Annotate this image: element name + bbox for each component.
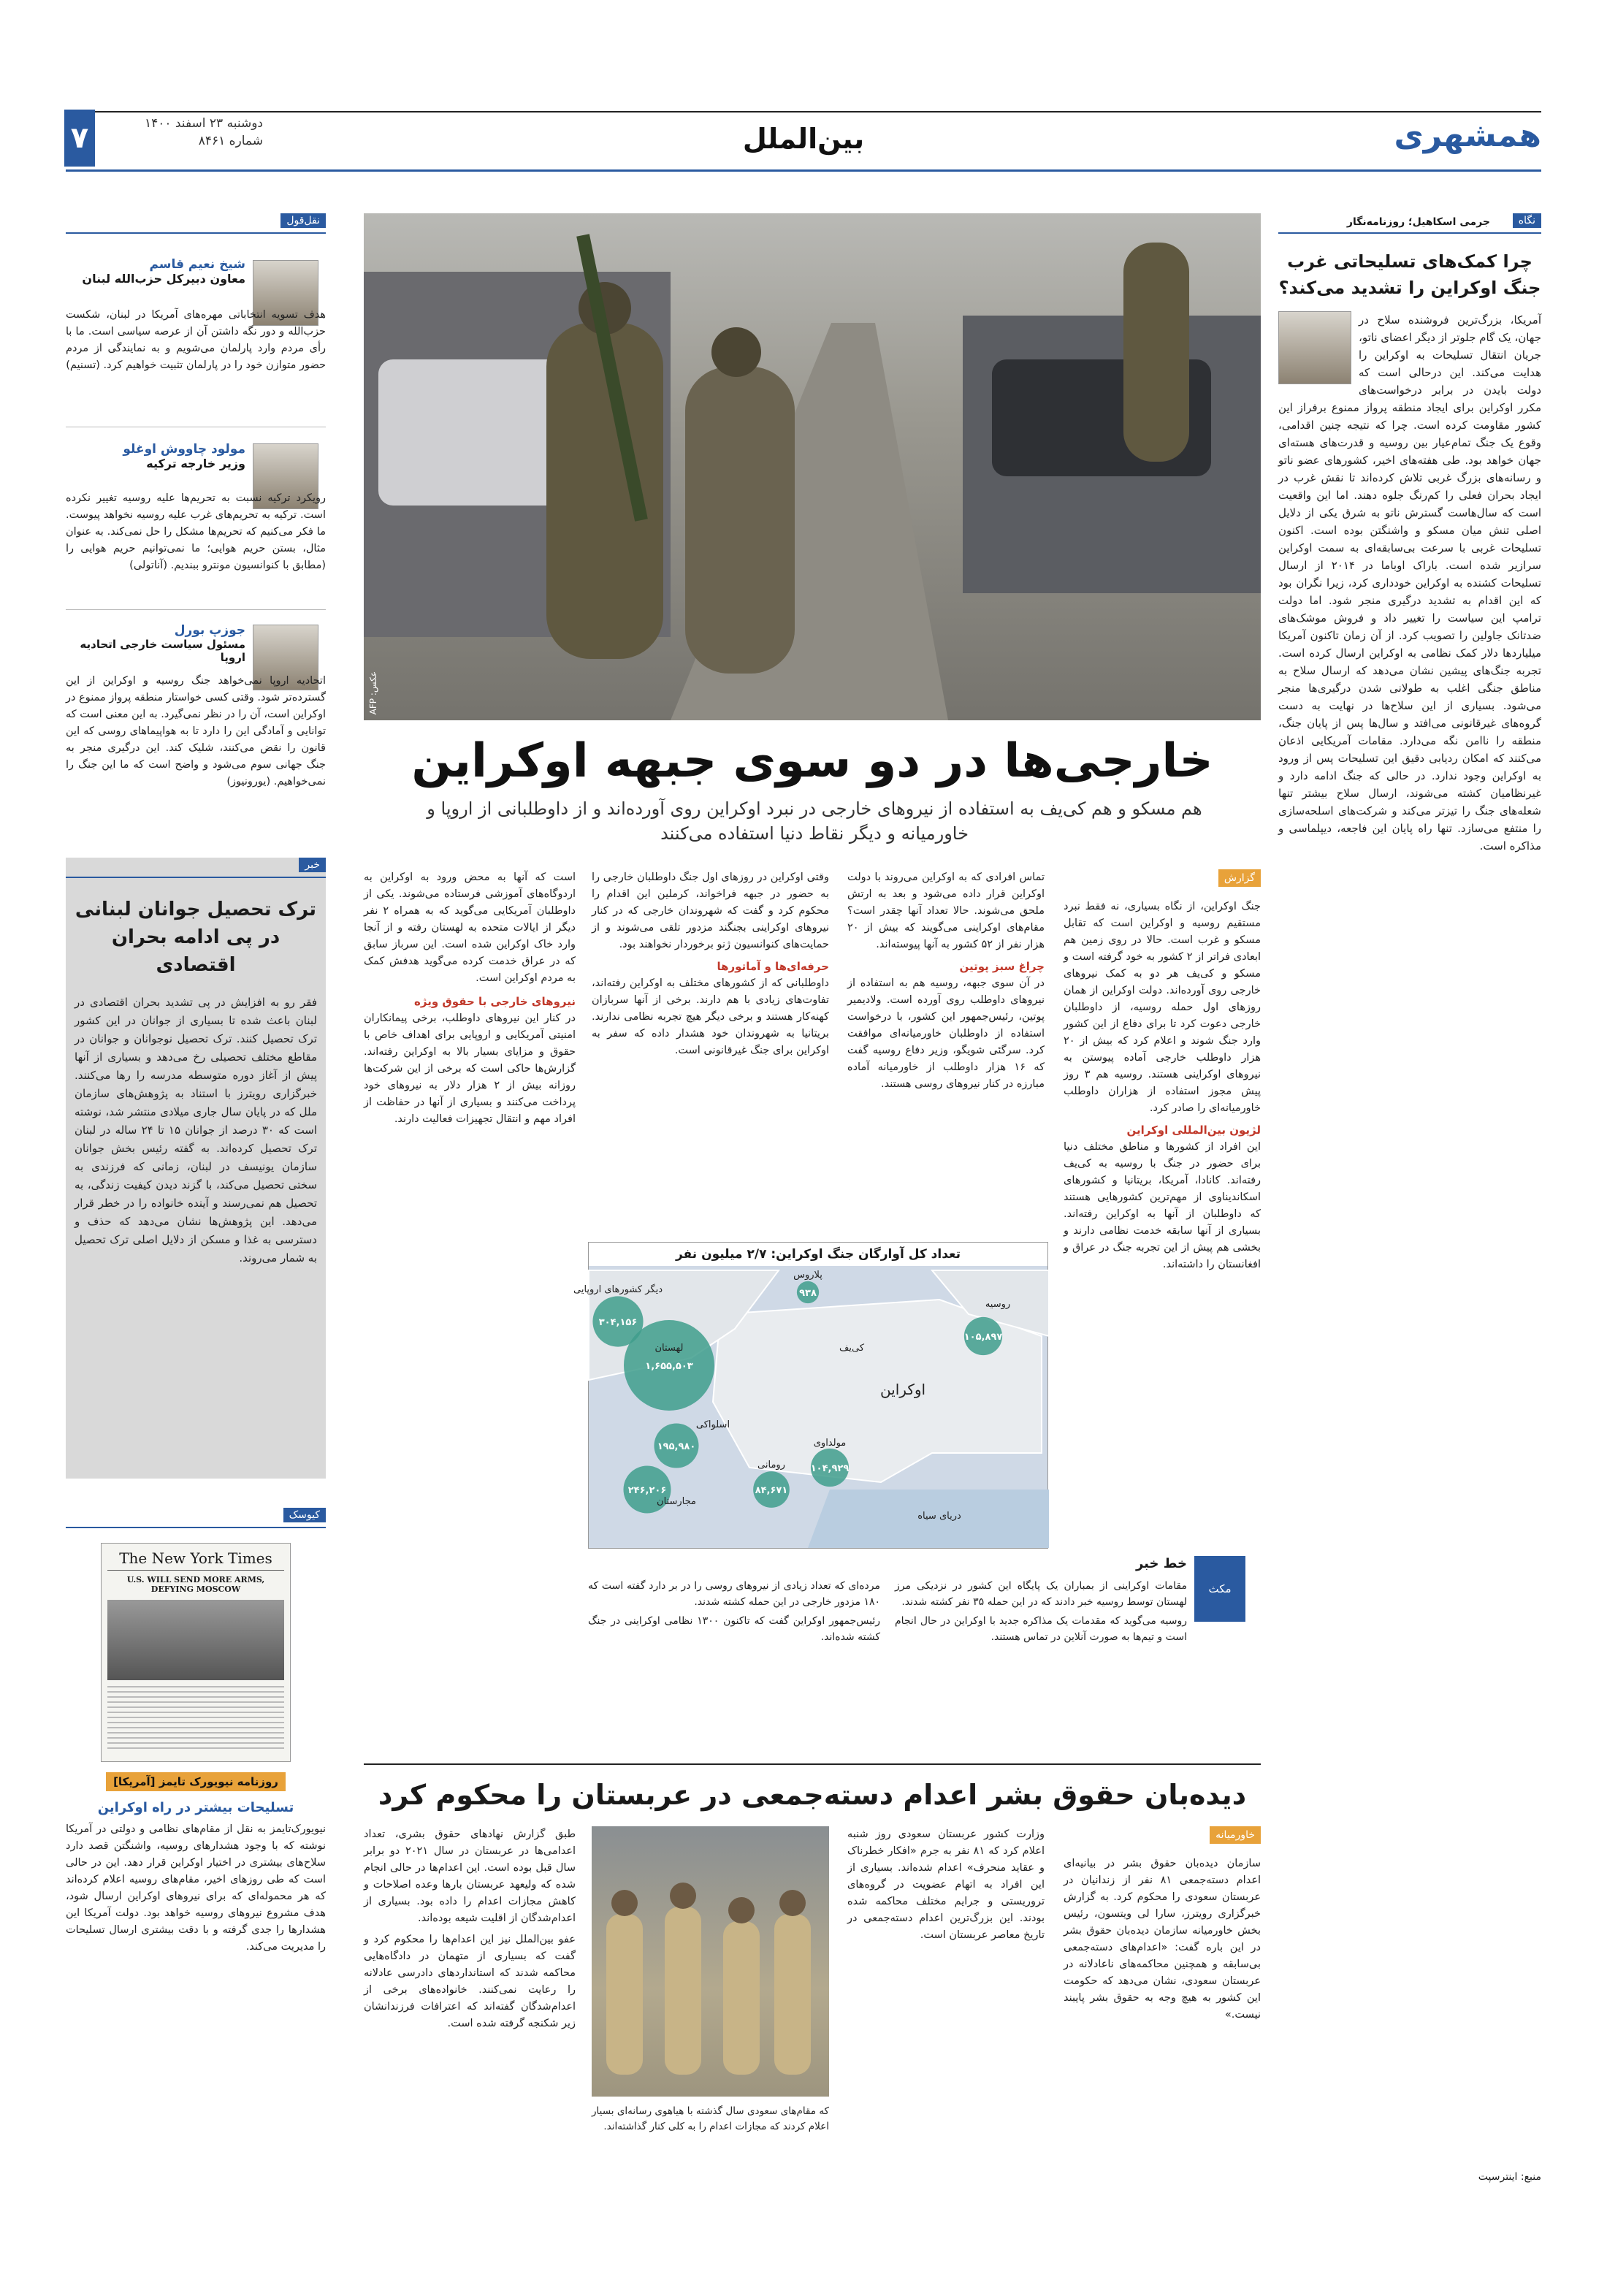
quote-section-label: نقل‌قول bbox=[280, 213, 326, 228]
news-body: فقر رو به افزایش در پی تشدید بحران اقتصادی در لبنان باعث شده تا بسیاری از جوانان در این کشور ترک تحصیل کنند. ترک تحصیل نوجوانان و جوانان در مقاطع مختلف تحصیلی رخ می‌دهد و بسیاری از آنها پیش از آغاز دوره متوسطه مدرسه را رها می‌کنند. خبرگزاری رویترز با استناد به پژوهش‌های سازمان ملل که در پایان سال جاری میلادی منتشر شد، نوشته است که ۳۰ درصد از جوانان ۱۵ تا ۲۴ ساله در لبنان ترک تحصیل کرده‌اند. به گفته رئیس بخش جوانان سازمان یونیسف در لبنان، زمانی که فرزندی به سختی تحصیل می‌کند، با گزند دیدن کیفیت زندگی، به تحصیل هم نمی‌رسند و آینده خانواده را در خطر قرار می‌دهد. این پژوهش‌ها نشان می‌دهد که حذف و دسترسی به غذا و مسکن از دلایل اصلی ترک تحصیل به شمار می‌روند. bbox=[75, 996, 318, 1265]
opinion-tag: نگاه bbox=[1513, 213, 1541, 228]
section-underline bbox=[66, 169, 1541, 172]
map-label: مولداوی bbox=[813, 1438, 847, 1449]
brief-box bbox=[588, 1556, 1245, 1804]
subheading: چراغ سبز پوتین bbox=[959, 960, 1045, 973]
article-col-3 bbox=[592, 869, 829, 1235]
right-column bbox=[1278, 213, 1541, 2183]
page-number: ۷ bbox=[70, 121, 89, 155]
saudi-police-illustration bbox=[592, 1826, 829, 2097]
bubble-value: ۳۰۴,۱۵۶ bbox=[598, 1317, 638, 1328]
bottom-headline: دیده‌بان حقوق بشر اعدام دسته‌جمعی در عربستان را محکوم کرد bbox=[378, 1779, 1247, 1811]
quote-text: رویکرد ترکیه نسبت به تحریم‌ها علیه روسیه تغییر نکرده است. ترکیه به تحریم‌های غرب علیه روسیه نخواهد پیوست. ما فکر می‌کنیم که تحریم‌ها مشکل را حل نمی‌کند. به عنوان مثال، بستن حریم هوایی؛ ما نمی‌توانیم حریم هوایی را (مطابق با کنوانسیون مونترو ببندیم. (آناتولی) bbox=[66, 492, 326, 571]
bottom-col-4 bbox=[364, 1826, 576, 2032]
map-label: لهستان bbox=[654, 1343, 684, 1354]
kiosk-body: نیویورک‌تایمز به نقل از مقام‌های نظامی و دولتی در آمریکا نوشته که با وجود هشدارهای روسیه، واشنگتن قصد دارد سلاح‌های بیشتری در اختیار اوکراین قرار دهد. این در حالی است که طی روزهای اخیر، مقام‌های روسیه اعلام کرده‌اند که هر محموله‌ای که برای نیروهای اوکراین ارسال شود، هدف مشروع نیروهای روسیه خواهد بود. دولت آمریکا این هشدارها را جدی گرفته و با دقت بیشتری ارسال تسلیحات را مدیریت می‌کند. bbox=[66, 1823, 326, 1953]
subheading: لژیون بین‌المللی اوکراین bbox=[1126, 1124, 1261, 1137]
kiosk-photo bbox=[107, 1600, 284, 1680]
kiosk-masthead: The New York Times bbox=[107, 1549, 284, 1571]
bubble-value: ۸۴,۶۷۱ bbox=[755, 1485, 788, 1496]
article-text: در کنار این نیروهای داوطلب، برخی پیمانکاران امنیتی آمریکایی و اروپایی برای اهداف خاص با حقوق و مزایای بسیار بالا به اوکراین رفته‌اند. گزارش‌ها حاکی است که برخی از این شرکت‌ها روزانه بیش از ۲ هزار دلار به نیروهای خود پرداخت می‌کنند و بسیاری از آنها در حفاظت از افراد مهم و انتقال تجهیزات فعالیت دارند. bbox=[364, 1012, 576, 1125]
news-box bbox=[66, 858, 326, 1479]
news-title: ترک تحصیل جوانان لبنانی در پی ادامه بحران اقتصادی bbox=[75, 899, 317, 976]
subheading: حرفه‌ای‌ها و آماتورها bbox=[717, 960, 829, 973]
saudi-photo bbox=[592, 1826, 829, 2097]
opinion-header bbox=[1278, 213, 1541, 234]
article-col-1 bbox=[1064, 869, 1261, 1273]
article-text: داوطلبانی که از کشورهای مختلف به اوکراین رفته‌اند، تفاوت‌های زیادی با هم دارند. برخی از آنها سربازان کهنه‌کار هستند و برخی دیگر هیچ تجربه نظامی ندارند. بریتانیا به شهروندان خود هشدار داده که سفر به اوکراین برای جنگ غیرقانونی است. bbox=[592, 977, 829, 1056]
brief-item: روسیه می‌گوید که مقدمات یک مذاکره جدید با اوکراین در حال انجام است و تیم‌ها به صورت آنلاین در تماس هستند. bbox=[895, 1615, 1187, 1643]
main-photo bbox=[364, 213, 1261, 720]
soldiers-illustration bbox=[364, 213, 1261, 720]
map-label: روسیه bbox=[985, 1299, 1011, 1310]
brief-title: خط خبر bbox=[1135, 1556, 1187, 1571]
kiosk-headline: U.S. WILL SEND MORE ARMS, DEFYING MOSCOW bbox=[126, 1575, 265, 1594]
page-header bbox=[0, 0, 1607, 155]
brief-list bbox=[588, 1578, 1187, 1645]
kiosk-text-lines bbox=[107, 1686, 284, 1752]
article-text: سازمان دیده‌بان حقوق بشر در بیانیه‌ای اعدام دسته‌جمعی ۸۱ نفر از زندانیان در عربستان سعودی را محکوم کرد. به گزارش خبرگزاری رویترز، سارا لی ویتسون، رئیس بخش خاورمیانه سازمان دیده‌بان حقوق بشر در این باره گفت: «اعدام‌های دسته‌جمعی بی‌سابقه و همچنین محاکمه‌های ناعادلانه در عربستان سعودی، نشان می‌دهد که حکومت این کشور به هیچ وجه به حقوق بشر پایبند نیست.» bbox=[1064, 1858, 1261, 2021]
left-column bbox=[66, 213, 326, 1956]
article-text: است که آنها به محض ورود به اوکراین به اردوگاه‌های آموزشی فرستاده می‌شوند. یکی از داوطلبان آمریکایی می‌گوید که به همراه ۲ نفر دیگر از ایالات متحده به لهستان رفته و از آنجا وارد خاک اوکراین شده است. این سرباز سابق که در عراق خدمت کرده می‌گوید هدفش کمک به مردم اوکراین است. bbox=[364, 872, 576, 984]
map-label: کی‌یف bbox=[839, 1343, 865, 1354]
article-text: وقتی اوکراین در روزهای اول جنگ داوطلبان خارجی را به حضور در جبهه فراخواند، کرملین این اقدام را محکوم کرد و گفت که شهروندان خارجی که در کنار نیروهای اوکراینی بجنگند مزدور تلقی می‌شوند و از حمایت‌های کنوانسیون ژنو برخوردار نخواهند بود. bbox=[592, 872, 829, 950]
kiosk-frontpage bbox=[101, 1543, 291, 1762]
kiosk-tag: کیوسک bbox=[283, 1508, 326, 1522]
page-number-box bbox=[64, 110, 95, 167]
quote-name: شیخ نعیم قاسم bbox=[149, 257, 245, 272]
photo-caption: که مقام‌های سعودی سال گذشته با هیاهوی رسانه‌ای بسیار اعلام کردند که مجازات اعدام را به کلی کنار گذاشته‌اند. bbox=[592, 2105, 829, 2132]
map-label: پلاروس bbox=[793, 1270, 822, 1281]
opinion-author: جرمی اسکاهیل؛ روزنامه‌نگار bbox=[1346, 216, 1490, 228]
opinion-source: منبع: اینترسپت bbox=[1478, 2171, 1541, 2183]
map-label: اسلواکی bbox=[695, 1419, 730, 1430]
bubble-value: ۲۴۶,۲۰۶ bbox=[627, 1485, 667, 1496]
mideast-tag: خاورمیانه bbox=[1210, 1826, 1261, 1844]
subheading: نیروهای خارجی با حقوق ویژه bbox=[414, 995, 576, 1008]
main-headline: خارجی‌ها در دو سوی جبهه اوکراین bbox=[411, 734, 1213, 788]
bottom-col-2 bbox=[847, 1826, 1045, 1944]
author-avatar bbox=[1278, 311, 1351, 384]
photo-credit: عکس: AFP bbox=[368, 671, 378, 714]
report-tag: گزارش bbox=[1218, 869, 1261, 887]
section-title: بین‌الملل bbox=[742, 123, 865, 155]
quote-block bbox=[66, 609, 326, 836]
map-label: اوکراین bbox=[879, 1381, 926, 1398]
article-text: تماس افرادی که به اوکراین می‌روند با دولت اوکراین قرار داده می‌شود و بعد به ارتش ملحق می‌شوند. حالا تعداد آنها چقدر است؟ مقام‌های اوکراینی می‌گویند که بیش از ۲۰ هزار نفر از ۵۲ کشور به آنها پیوسته‌اند. bbox=[847, 872, 1045, 950]
map-svg bbox=[573, 1270, 1049, 1548]
article-text: در آن سوی جبهه، روسیه هم به استفاده از نیروهای داوطلب روی آورده است. ولادیمیر پوتین، رئیس‌جمهور این کشور، با درخواست استفاده از داوطلبان خاورمیانه‌ای موافقت کرد. سرگئی شویگو، وزیر دفاع روسیه گفت که ۱۶ هزار داوطلب از خاورمیانه آماده مبارزه در کنار نیروهای روسی هستند. bbox=[847, 977, 1045, 1090]
refugee-map bbox=[573, 1242, 1048, 1549]
bubble-value: ۱۰۵,۸۹۷ bbox=[963, 1332, 1003, 1343]
issue-date: دوشنبه ۲۳ اسفند ۱۴۰۰ bbox=[144, 116, 263, 131]
header-rule bbox=[66, 111, 1541, 112]
quote-text: هدف تسویه انتخاباتی مهره‌های آمریکا در لبنان، شکست حزب‌الله و دور نگه داشتن آن از عرصه سیاسی است. ما با رأی مردم وارد پارلمان می‌شویم و به نمایندگی از مردم حضور متوازن خود را در پارلمان تثبیت خواهیم کرد. (تسنیم) bbox=[66, 309, 326, 371]
quote-role: مسئول سیاست خارجی اتحادیه اروپا bbox=[80, 638, 245, 664]
kiosk-title: تسلیحات بیشتر در راه اوکراین bbox=[97, 1800, 294, 1815]
bubble-value: ۱۹۵,۹۸۰ bbox=[657, 1441, 696, 1452]
kiosk-header bbox=[66, 1508, 326, 1528]
bottom-divider bbox=[364, 1763, 1261, 1765]
mideast-tag-row bbox=[1064, 1826, 1261, 1856]
quote-role: وزیر خارجه ترکیه bbox=[146, 457, 245, 470]
article-text: عفو بین‌الملل نیز این اعدام‌ها را محکوم کرد و گفت که بسیاری از متهمان در دادگاه‌هایی محاکمه شدند که استانداردهای دادرسی عادلانه را رعایت نمی‌کنند. خانواده‌های برخی از اعدام‌شدگان گفته‌اند که اعترافات فرزندانشان زیر شکنجه گرفته شده است. bbox=[364, 1934, 576, 2029]
report-tag-row bbox=[1064, 869, 1261, 899]
article-text: وزارت کشور عربستان سعودی روز شنبه اعلام کرد که ۸۱ نفر به جرم «افکار خطرناک و عقاید منحرف» اعدام شده‌اند. بسیاری از این افراد به اتهام عضویت در گروه‌های تروریستی و جرایم مختلف محاکمه شده بودند. این بزرگ‌ترین اعدام دسته‌جمعی در تاریخ معاصر عربستان است. bbox=[847, 1828, 1045, 1941]
brief-item: مقامات اوکراینی از بمباران یک پایگاه این کشور در نزدیکی مرز لهستان توسط روسیه خبر دادند که در این حمله ۳۵ نفر کشته شدند. bbox=[895, 1580, 1187, 1608]
news-tag-bar bbox=[66, 858, 326, 878]
map-label: مجارستان bbox=[657, 1496, 696, 1507]
bubble-value: ۱,۶۵۵,۵۰۳ bbox=[645, 1361, 693, 1372]
quote-block bbox=[66, 427, 326, 609]
opinion-title: چرا کمک‌های تسلیحاتی غرب جنگ اوکراین را تشدید می‌کند؟ bbox=[1278, 251, 1541, 298]
quote-name: مولود چاووش اوغلو bbox=[123, 442, 245, 457]
map-label: دیگر کشورهای اروپایی bbox=[573, 1284, 663, 1295]
article-text: این افراد از کشورها و مناطق مختلف دنیا برای حضور در جنگ با روسیه به کی‌یف رفته‌اند. کانادا، آمریکا، بریتانیا و کشورهای اسکاندیناوی از مهم‌ترین کشورهایی هستند که داوطلبان از آنها به اوکراین رفته‌اند. بسیاری از آنها سابقه خدمت نظامی دارند و بخشی هم پیش از این تجربه جنگ در عراق و افغانستان را داشته‌اند. bbox=[1064, 1141, 1261, 1270]
kiosk-source bbox=[66, 1772, 326, 1791]
article-col-2 bbox=[847, 869, 1045, 1235]
quote-section-header bbox=[66, 213, 326, 234]
quote-name: جوزپ بورل bbox=[174, 623, 245, 638]
quote-text: اتحادیه اروپا نمی‌خواهد جنگ روسیه و اوکراین از این گسترده‌تر شود. وقتی کسی خواستار منطقه پرواز ممنوع در اوکراین است، آن را در نظر نمی‌گیرد. به این معنی است که توانایی و آمادگی این را دارد تا به هواپیماهای روسی که این قانون را نقض می‌کنند، شلیک کند. این درگیری منجر به جنگ جهانی سوم می‌شود و واضح است که ما این جنگ را نمی‌خواهیم. (یورونیوز) bbox=[65, 675, 326, 787]
brief-tag2: مکث bbox=[1208, 1582, 1232, 1595]
issue-info bbox=[102, 115, 263, 150]
bubble-value: ۱۰۴,۹۲۹ bbox=[810, 1463, 850, 1474]
quote-role: معاون دبیرکل حزب‌الله لبنان bbox=[82, 272, 245, 286]
brief-item: رئیس‌جمهور اوکراین گفت که تاکنون ۱۳۰۰ نظامی اوکراینی در جنگ کشته شده‌اند. bbox=[588, 1615, 880, 1643]
map-label: رومانی bbox=[757, 1460, 785, 1471]
issue-number: شماره ۸۴۶۱ bbox=[198, 134, 263, 148]
bubble-value: ۹۳۸ bbox=[799, 1288, 817, 1299]
article-text: طبق گزارش نهادهای حقوق بشری، تعداد اعدامی‌ها در عربستان در سال ۲۰۲۱ دو برابر سال قبل بوده است. این اعدام‌ها در حالی انجام شده که ولیعهد عربستان بارها وعده اصلاحات و کاهش مجازات اعدام را داده بود. بسیاری از اعدام‌شدگان از اقلیت شیعه بوده‌اند. bbox=[364, 1828, 576, 1924]
quote-block bbox=[66, 244, 326, 427]
newspaper-logo: همشهری bbox=[1394, 117, 1541, 154]
map-label: دریای سیاه bbox=[917, 1511, 961, 1522]
article-col-4 bbox=[364, 869, 576, 1761]
brief-tag-column bbox=[1194, 1556, 1245, 1622]
map-title: تعداد کل آوارگان جنگ اوکراین: ۲/۷ میلیون نفر bbox=[589, 1243, 1047, 1266]
brief-item: مرده‌ای که تعداد زیادی از نیروهای روسی را در بر دارد گفته است که ۱۸۰ مزدور خارجی در این حمله کشته شدند. bbox=[588, 1580, 880, 1608]
news-tag: خبر bbox=[299, 858, 326, 872]
bottom-col-1 bbox=[1064, 1826, 1261, 2024]
opinion-body: آمریکا، بزرگ‌ترین فروشنده سلاح در جهان، یک گام جلوتر از دیگر اعضای ناتو، جریان انتقال تسلیحات به اوکراین را هدایت می‌کند. این درحالی است که دولت بایدن در برابر درخواست‌های مکرر اوکراین برای ایجاد منطقه پرواز ممنوع برفراز این کشور مقاومت کرده است. چرا که نتیجه چنین اقدامی، وقوع یک جنگ تمام‌عیار بین روسیه و قدرت‌های هسته‌ای جهان خواهد بود. طی هفته‌های اخیر، کشورهای عضو ناتو و رسانه‌های بزرگ غربی تلاش کرده‌اند تا نقش غرب در ایجاد بحران فعلی را کم‌رنگ جلوه دهند. اما این واقعیت است که سال‌هاست گسترش ناتو به شرق یکی از دلایل اصلی تنش میان مسکو و واشنگتن بوده است. اکنون تسلیحات غربی با سرعت بی‌سابقه‌ای به سمت اوکراین سرازیر شده است. باراک اوباما در ۲۰۱۴ از ارسال تسلیحات کشنده به اوکراین خودداری کرد، زیرا نگران بود که این اقدام به تشدید درگیری منجر شود. اما دولت ترامپ این سیاست را تغییر داد و فروش موشک‌های ضدتانک جاولین را تصویب کرد. از آن زمان تاکنون آمریکا میلیاردها دلار کمک نظامی به اوکراین ارسال کرده است. تجربه جنگ‌های پیشین نشان می‌دهد که ارسال سلاح به مناطق جنگی اغلب به طولانی شدن درگیری‌ها منجر می‌شود. بسیاری از این سلاح‌ها در نهایت به دست گروه‌های غیرقانونی می‌افتد و سال‌ها پس از پایان جنگ، منطقه را ناامن نگه می‌دارد. مقامات آمریکایی اذعان می‌کنند که امکان ردیابی دقیق این تسلیحات پس از ورود به اوکراین وجود ندارد. در حالی که جنگ ادامه دارد و غیرنظامیان کشته می‌شوند، ارسال سلاح بیشتر تنها شعله‌های جنگ را تیزتر می‌کند و شرکت‌های اسلحه‌سازی را منتفع می‌سازد. تنها راه پایان این فاجعه، دیپلماسی و مذاکره است. bbox=[1278, 313, 1541, 853]
main-subhead: هم مسکو و هم کی‌یف به استفاده از نیروهای خارجی در نبرد اوکراین روی آورده‌اند و از داوطلبانی از اروپا و خاورمیانه و دیگر نقاط دنیا استفاده می‌کنند bbox=[427, 798, 1202, 844]
article-text: جنگ اوکراین، از نگاه بسیاری، نه فقط نبرد مستقیم روسیه و اوکراین است که تقابل مسکو و غرب است. حالا در روی زمین هم ابعادی فراتر از ۲ کشور به خود گرفته است و مسکو و کی‌یف هر دو به کمک نیروهای خارجی روی آورده‌اند. دولت اوکراین از همان روزهای اول حمله روسیه، از داوطلبان خارجی دعوت کرد تا برای دفاع از این کشور وارد جنگ شوند و اعلام کرد که بیش از ۲۰ هزار داوطلب خارجی آماده پیوستن به نیروهای اوکراینی هستند. روسیه هم ۳ روز پیش مجوز استفاده از هزاران داوطلب خاورمیانه‌ای را صادر کرد. bbox=[1064, 901, 1261, 1114]
kiosk-source-label: روزنامه نیویورک تایمز [آمریکا] bbox=[106, 1772, 286, 1791]
